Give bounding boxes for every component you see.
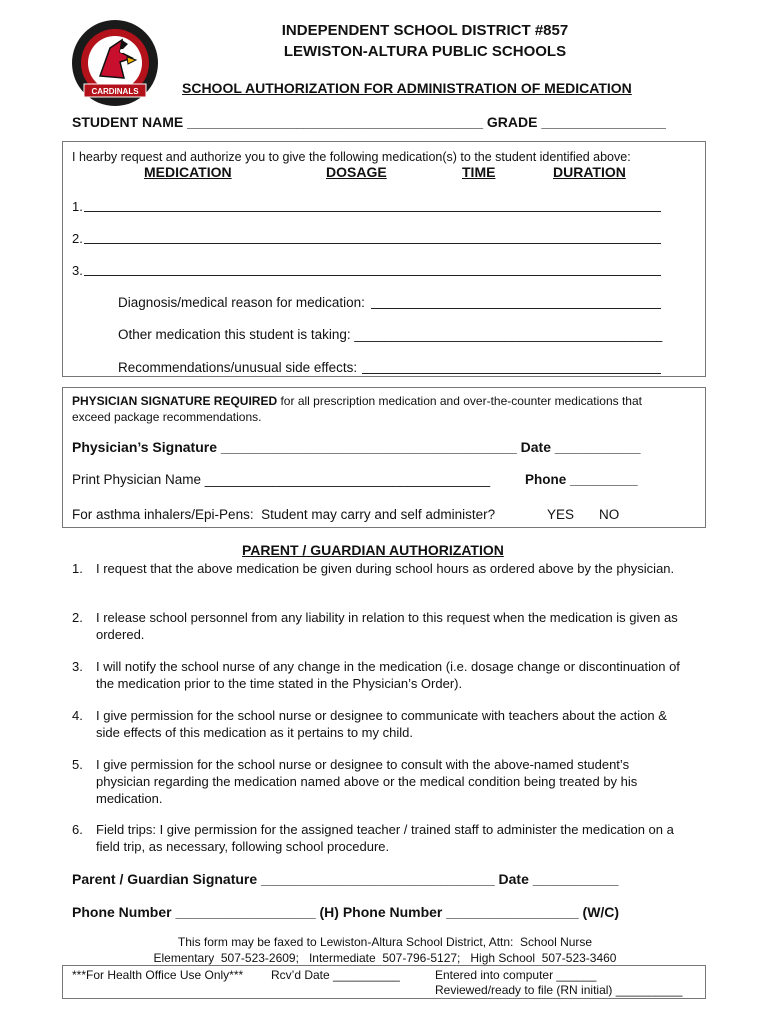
col-duration: DURATION — [553, 164, 626, 180]
asthma-no-option[interactable]: NO — [599, 507, 620, 522]
medication-line-1[interactable] — [84, 211, 661, 212]
physician-required-note: PHYSICIAN SIGNATURE REQUIRED for all prescription medication and over-the-counter medications that — [72, 394, 642, 408]
parent-item-1: 1. I request that the above medication be given during school hours as ordered above by the physician. — [72, 561, 675, 576]
parent-item-6: 6. Field trips: I give permission for the assigned teacher / trained staff to administer the medication on a field trip, as necessary, following school procedure. — [72, 822, 674, 854]
parent-item-5: 5. I give permission for the school nurse or designee to consult with the above-named student’s physician regarding the medication named above or the medical condition being treated by his medication. — [72, 757, 638, 806]
col-time: TIME — [462, 164, 496, 180]
form-title: SCHOOL AUTHORIZATION FOR ADMINISTRATION OF MEDICATION — [182, 80, 632, 96]
parent-item-3: 3. I will notify the school nurse of any change in the medication (i.e. dosage change or discontinuation of the medication prior to the time stated in the Physician’s Order). — [72, 659, 680, 691]
student-name-grade-line[interactable]: STUDENT NAME ______________________________________ GRADE ________________ — [72, 114, 666, 130]
medication-box — [62, 141, 706, 377]
recommendations-label: Recommendations/unusual side effects: — [118, 360, 358, 375]
col-dosage: DOSAGE — [326, 164, 387, 180]
row-number-3: 3. — [72, 263, 83, 278]
physician-required-note-2: exceed package recommendations. — [72, 410, 262, 424]
other-medication-line[interactable]: Other medication this student is taking: _________________________________________ — [118, 327, 663, 342]
received-date-line[interactable]: Rcv’d Date __________ — [271, 968, 400, 982]
asthma-yes-option[interactable]: YES — [547, 507, 575, 522]
schools-heading: LEWISTON-ALTURA PUBLIC SCHOOLS — [283, 43, 567, 60]
row-number-1: 1. — [72, 199, 83, 214]
diagnosis-line[interactable] — [371, 308, 661, 309]
row-number-2: 2. — [72, 231, 83, 246]
print-physician-name-line[interactable]: Print Physician Name ______________________________________ — [72, 472, 491, 487]
parent-authorization-heading: PARENT / GUARDIAN AUTHORIZATION — [242, 542, 504, 558]
fax-note: This form may be faxed to Lewiston-Altura School District, Attn: School Nurse — [177, 935, 593, 949]
health-office-box — [62, 965, 706, 999]
health-office-label: ***For Health Office Use Only*** — [72, 968, 244, 982]
parent-item-2: 2. I release school personnel from any liability in relation to this request when the medication is given as ordered. — [72, 610, 678, 642]
parent-phone-line[interactable]: Phone Number __________________ (H) Phone Number _________________ (W/C) — [72, 904, 620, 920]
col-medication: MEDICATION — [144, 164, 232, 180]
parent-signature-line[interactable]: Parent / Guardian Signature ______________________________ Date ___________ — [72, 871, 619, 887]
logo-banner: CARDINALS — [91, 87, 139, 96]
entered-computer-line[interactable]: Entered into computer ______ — [435, 968, 597, 982]
physician-phone-line[interactable]: Phone _________ — [525, 472, 638, 487]
parent-item-4: 4. I give permission for the school nurse or designee to communicate with teachers about the action & side effects of this medication as it pertains to my child. — [72, 708, 667, 740]
diagnosis-label: Diagnosis/medical reason for medication: — [118, 295, 365, 310]
recommendations-line[interactable] — [362, 373, 661, 374]
medication-line-2[interactable] — [84, 243, 661, 244]
asthma-question: For asthma inhalers/Epi-Pens: Student may carry and self administer? — [72, 507, 496, 522]
district-heading: INDEPENDENT SCHOOL DISTRICT #857 — [281, 22, 569, 39]
medication-intro: I hearby request and authorize you to give the following medication(s) to the student identified above: — [72, 150, 631, 164]
physician-box — [62, 387, 706, 528]
physician-signature-line[interactable]: Physician’s Signature ______________________________________ Date ___________ — [72, 439, 641, 455]
reviewed-line[interactable]: Reviewed/ready to file (RN initial) __________ — [435, 983, 683, 997]
school-phones: Elementary 507-523-2609; Intermediate 507-796-5127; High School 507-523-3460 — [153, 951, 617, 965]
medication-line-3[interactable] — [84, 275, 661, 276]
